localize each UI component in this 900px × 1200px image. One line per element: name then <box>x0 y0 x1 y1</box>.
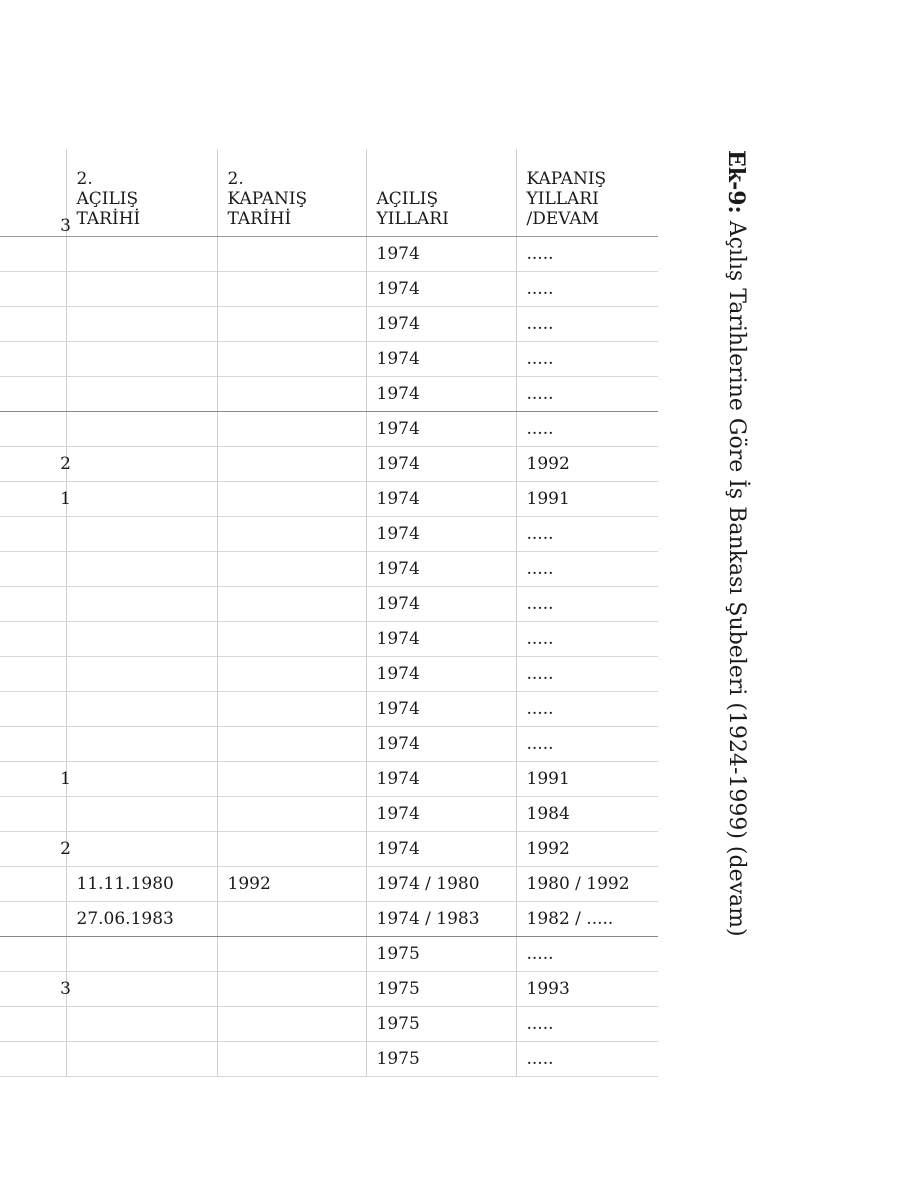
title-label: Ek-9: <box>723 150 749 214</box>
cell-prev <box>0 1007 66 1042</box>
cell-prev <box>0 867 66 902</box>
header-prev-column <box>0 149 71 237</box>
cell-opening-years: 1974 <box>366 552 516 587</box>
table-body <box>0 237 658 1077</box>
header-closing-years-line2: YILLARI <box>526 189 599 209</box>
cell-prev <box>0 587 66 622</box>
header-opening-years-line1: AÇILIŞ <box>376 189 439 209</box>
header-opening-years-line2: YILLARI <box>376 209 449 229</box>
cell-prev <box>0 727 66 762</box>
cell-opening-years: 1974 <box>366 657 516 692</box>
cell-closing2 <box>217 237 366 272</box>
cell-opening-years: 1974 <box>366 447 516 482</box>
cell-opening2 <box>66 762 217 797</box>
cell-opening-years: 1974 <box>366 587 516 622</box>
header-closing2-line3: TARİHİ <box>227 209 292 229</box>
branches-table-wrapper <box>0 149 658 1077</box>
cell-opening-years: 1974 <box>366 692 516 727</box>
table-row <box>0 797 658 832</box>
header-row <box>0 149 658 237</box>
cell-opening2 <box>66 797 217 832</box>
cell-opening2: 11.11.1980 <box>66 867 217 902</box>
cell-opening-years: 1974 <box>366 727 516 762</box>
cell-prev <box>0 762 71 797</box>
cell-opening2 <box>66 587 217 622</box>
cell-closing2 <box>217 797 366 832</box>
cell-prev <box>0 902 66 937</box>
table-row <box>0 237 658 272</box>
cell-opening2 <box>66 1042 217 1077</box>
cell-closing2 <box>217 482 366 517</box>
cell-opening2 <box>66 377 217 412</box>
cell-prev <box>0 1042 66 1077</box>
cell-closing2 <box>217 692 366 727</box>
cell-prev <box>0 447 71 482</box>
cell-opening2: 27.06.1983 <box>66 902 217 937</box>
cell-prev <box>0 482 71 517</box>
table-row <box>0 1007 658 1042</box>
cell-prev-text: 2 <box>60 839 71 859</box>
cell-closing2 <box>217 937 366 972</box>
cell-prev-text: 1 <box>60 769 71 789</box>
cell-opening-years: 1974 / 1980 <box>366 867 516 902</box>
cell-closing-years: 1980 / 1992 <box>516 867 658 902</box>
cell-opening2 <box>66 342 217 377</box>
cell-closing-years: ..... <box>516 657 658 692</box>
cell-opening2 <box>66 552 217 587</box>
cell-opening-years: 1974 <box>366 342 516 377</box>
cell-prev <box>0 972 71 1007</box>
cell-opening-years: 1974 <box>366 412 516 447</box>
cell-prev <box>0 272 66 307</box>
cell-closing-years: ..... <box>516 517 658 552</box>
header-opening2-line1: 2. <box>76 169 93 189</box>
cell-prev-text: 1 <box>60 489 71 509</box>
cell-closing-years: ..... <box>516 307 658 342</box>
cell-prev <box>0 797 66 832</box>
header-opening2-line2: AÇILIŞ <box>76 189 139 209</box>
cell-opening-years: 1974 <box>366 517 516 552</box>
table-row <box>0 622 658 657</box>
table-row <box>0 692 658 727</box>
cell-closing2 <box>217 1042 366 1077</box>
cell-closing2 <box>217 307 366 342</box>
cell-prev-text: 3 <box>60 979 71 999</box>
cell-closing-years: ..... <box>516 342 658 377</box>
table-row <box>0 867 658 902</box>
cell-opening-years: 1974 <box>366 482 516 517</box>
cell-closing-years: ..... <box>516 377 658 412</box>
header-opening-years <box>366 149 516 237</box>
title-text: Açılış Tarihlerine Göre İş Bankası Şubeleri (1924-1999) (devam) <box>724 220 749 937</box>
cell-closing2 <box>217 272 366 307</box>
cell-closing2 <box>217 832 366 867</box>
branches-table <box>0 149 658 1077</box>
cell-opening2 <box>66 832 217 867</box>
table-row <box>0 762 658 797</box>
table-row <box>0 657 658 692</box>
cell-opening2 <box>66 482 217 517</box>
table-row <box>0 832 658 867</box>
header-closing-years-line1: KAPANIŞ <box>526 169 607 189</box>
header-opening2-line3: TARİHİ <box>76 209 141 229</box>
cell-opening2 <box>66 447 217 482</box>
table-row <box>0 307 658 342</box>
cell-closing-years: 1982 / ..... <box>516 902 658 937</box>
header-closing-years <box>516 149 658 237</box>
cell-opening-years: 1975 <box>366 1042 516 1077</box>
cell-opening2 <box>66 727 217 762</box>
table-row <box>0 272 658 307</box>
cell-closing-years: ..... <box>516 552 658 587</box>
cell-closing2 <box>217 762 366 797</box>
cell-closing2 <box>217 377 366 412</box>
cell-prev <box>0 622 66 657</box>
cell-closing-years: 1993 <box>516 972 658 1007</box>
cell-closing2 <box>217 972 366 1007</box>
table-row <box>0 412 658 447</box>
cell-closing2: 1992 <box>217 867 366 902</box>
cell-prev <box>0 412 66 447</box>
cell-closing-years: ..... <box>516 237 658 272</box>
cell-opening-years: 1974 <box>366 272 516 307</box>
cell-opening2 <box>66 517 217 552</box>
cell-opening2 <box>66 692 217 727</box>
cell-prev <box>0 237 66 272</box>
cell-prev <box>0 517 66 552</box>
table-row <box>0 377 658 412</box>
cell-opening-years: 1974 <box>366 797 516 832</box>
cell-closing-years: 1991 <box>516 762 658 797</box>
table-row <box>0 972 658 1007</box>
cell-opening2 <box>66 412 217 447</box>
cell-prev <box>0 692 66 727</box>
table-row <box>0 937 658 972</box>
table-row <box>0 342 658 377</box>
cell-closing-years: 1992 <box>516 832 658 867</box>
cell-closing2 <box>217 447 366 482</box>
cell-closing2 <box>217 552 366 587</box>
cell-prev <box>0 832 71 867</box>
cell-prev <box>0 552 66 587</box>
cell-opening-years: 1975 <box>366 937 516 972</box>
cell-opening-years: 1974 <box>366 237 516 272</box>
cell-closing2 <box>217 517 366 552</box>
cell-opening-years: 1974 <box>366 622 516 657</box>
cell-closing-years: ..... <box>516 622 658 657</box>
cell-opening2 <box>66 272 217 307</box>
cell-closing2 <box>217 622 366 657</box>
cell-opening-years: 1975 <box>366 972 516 1007</box>
cell-closing2 <box>217 1007 366 1042</box>
header-prev-label: 3 <box>60 216 71 236</box>
cell-opening2 <box>66 937 217 972</box>
cell-closing-years: 1992 <box>516 447 658 482</box>
cell-closing-years: ..... <box>516 937 658 972</box>
cell-closing-years: ..... <box>516 587 658 622</box>
header-closing2 <box>217 149 366 237</box>
header-opening2 <box>66 149 217 237</box>
cell-closing2 <box>217 727 366 762</box>
cell-opening-years: 1974 <box>366 832 516 867</box>
cell-closing2 <box>217 342 366 377</box>
cell-closing-years: ..... <box>516 727 658 762</box>
cell-closing-years: ..... <box>516 1042 658 1077</box>
cell-opening-years: 1974 <box>366 762 516 797</box>
cell-opening2 <box>66 972 217 1007</box>
cell-opening-years: 1974 / 1983 <box>366 902 516 937</box>
table-row <box>0 1042 658 1077</box>
page-title <box>721 150 751 937</box>
cell-closing-years: ..... <box>516 412 658 447</box>
cell-closing2 <box>217 587 366 622</box>
cell-opening2 <box>66 657 217 692</box>
cell-prev <box>0 377 66 412</box>
cell-closing2 <box>217 412 366 447</box>
cell-closing-years: ..... <box>516 692 658 727</box>
header-closing2-line2: KAPANIŞ <box>227 189 308 209</box>
table-row <box>0 587 658 622</box>
cell-opening-years: 1974 <box>366 307 516 342</box>
cell-prev <box>0 937 66 972</box>
cell-closing-years: ..... <box>516 1007 658 1042</box>
table-row <box>0 552 658 587</box>
table-row <box>0 902 658 937</box>
cell-opening-years: 1975 <box>366 1007 516 1042</box>
cell-opening-years: 1974 <box>366 377 516 412</box>
cell-closing-years: 1991 <box>516 482 658 517</box>
cell-opening2 <box>66 1007 217 1042</box>
cell-closing2 <box>217 657 366 692</box>
cell-closing2 <box>217 902 366 937</box>
table-row <box>0 517 658 552</box>
table-row <box>0 727 658 762</box>
cell-prev-text: 2 <box>60 454 71 474</box>
cell-prev <box>0 307 66 342</box>
cell-closing-years: ..... <box>516 272 658 307</box>
table-row <box>0 447 658 482</box>
table-row <box>0 482 658 517</box>
cell-prev <box>0 657 66 692</box>
header-closing2-line1: 2. <box>227 169 244 189</box>
cell-closing-years: 1984 <box>516 797 658 832</box>
cell-opening2 <box>66 237 217 272</box>
cell-opening2 <box>66 307 217 342</box>
header-closing-years-line3: /DEVAM <box>526 209 600 229</box>
cell-prev <box>0 342 66 377</box>
cell-opening2 <box>66 622 217 657</box>
